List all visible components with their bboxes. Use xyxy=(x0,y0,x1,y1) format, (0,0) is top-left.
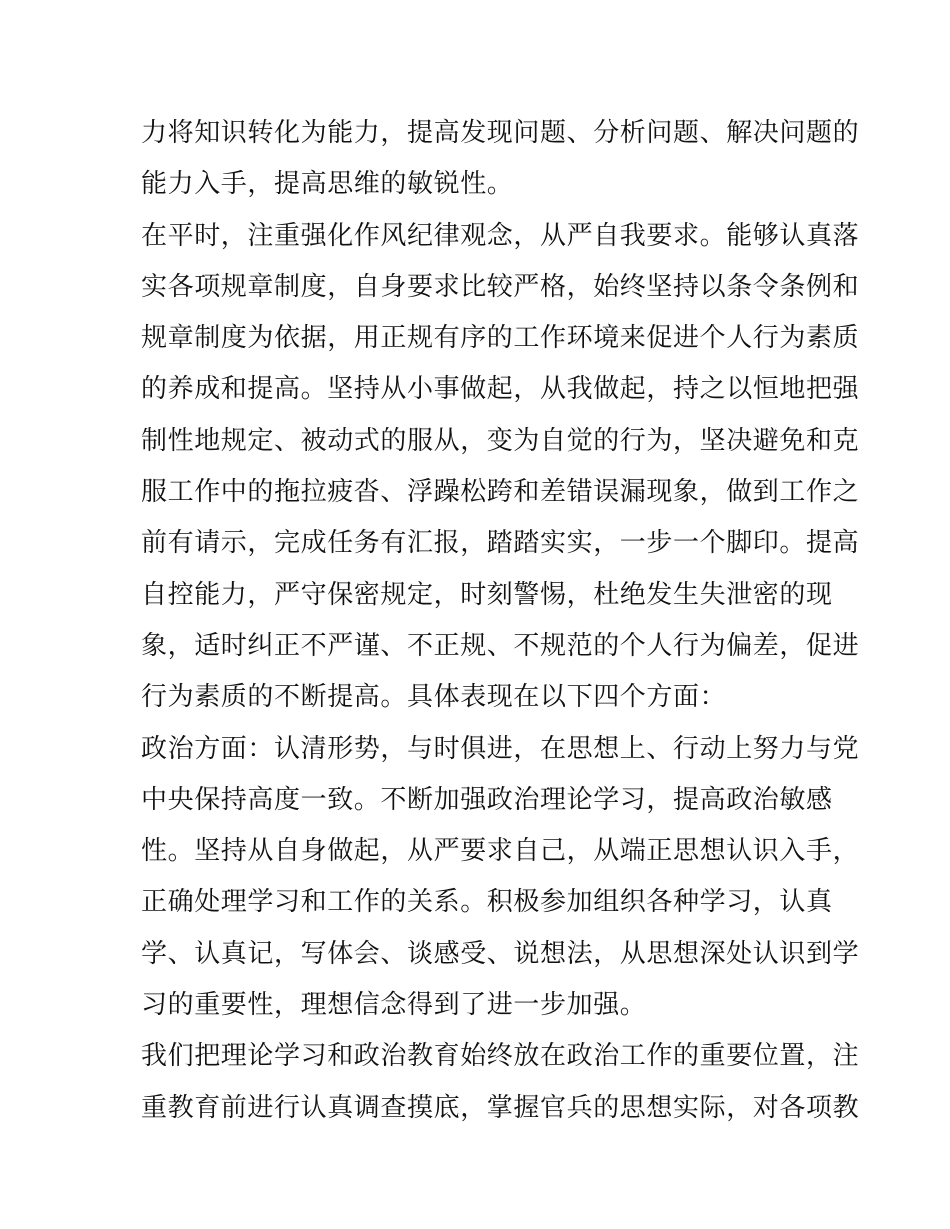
text-line: 实各项规章制度，自身要求比较严格，始终坚持以条令条例和 xyxy=(141,271,860,302)
text-line: 政治方面：认清形势，与时俱进，在思想上、行动上努力与党 xyxy=(141,733,860,764)
text-line: 服工作中的拖拉疲沓、浮躁松跨和差错误漏现象，做到工作之 xyxy=(141,477,860,508)
text-line: 的养成和提高。坚持从小事做起，从我做起，持之以恒地把强 xyxy=(141,374,860,405)
text-line: 重教育前进行认真调查摸底，掌握官兵的思想实际，对各项教 xyxy=(141,1092,860,1123)
text-line: 性。坚持从自身做起，从严要求自己，从端正思想认识入手， xyxy=(141,836,860,867)
text-line: 前有请示，完成任务有汇报，踏踏实实，一步一个脚印。提高 xyxy=(141,528,860,559)
text-line: 行为素质的不断提高。具体表现在以下四个方面： xyxy=(141,682,727,713)
text-line: 在平时，注重强化作风纪律观念，从严自我要求。能够认真落 xyxy=(141,220,860,251)
text-line: 正确处理学习和工作的关系。积极参加组织各种学习，认真 xyxy=(141,887,833,918)
text-line: 能力入手，提高思维的敏锐性。 xyxy=(141,169,514,200)
text-line: 力将知识转化为能力，提高发现问题、分析问题、解决问题的 xyxy=(141,118,860,148)
document-body xyxy=(141,108,860,1134)
text-line: 规章制度为依据，用正规有序的工作环境来促进个人行为素质 xyxy=(141,323,860,354)
text-line: 中央保持高度一致。不断加强政治理论学习，提高政治敏感 xyxy=(141,784,833,815)
text-line: 象，适时纠正不严谨、不正规、不规范的个人行为偏差，促进 xyxy=(141,630,860,661)
text-line: 学、认真记，写体会、谈感受、说想法，从思想深处认识到学 xyxy=(141,938,860,969)
text-line: 自控能力，严守保密规定，时刻警惕，杜绝发生失泄密的现 xyxy=(141,579,833,610)
text-line: 制性地规定、被动式的服从，变为自觉的行为，坚决避免和克 xyxy=(141,425,860,456)
text-line: 我们把理论学习和政治教育始终放在政治工作的重要位置，注 xyxy=(141,1041,860,1072)
text-line: 习的重要性，理想信念得到了进一步加强。 xyxy=(141,990,647,1021)
